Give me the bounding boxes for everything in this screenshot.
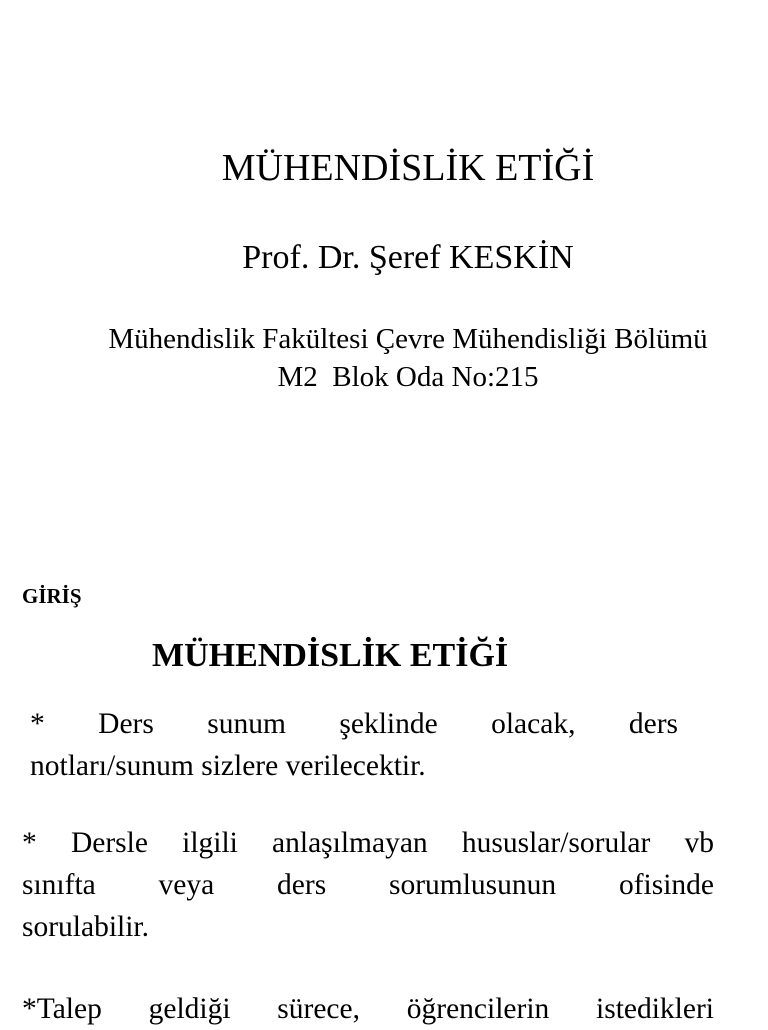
document-title: MÜHENDİSLİK ETİĞİ [221,147,595,189]
paragraph-2-line-1: * Dersle ilgili anlaşılmayan hususlar/sorular vb [22,827,714,859]
paragraph-1 [30,703,678,787]
affiliation-line-1: Mühendislik Fakültesi Çevre Mühendisliği Bölümü [108,323,708,355]
paragraph-3-line-1: *Talep geldiği sürece, öğrencilerin istedikleri [22,993,714,1025]
author-name: Prof. Dr. Şeref KESKİN [242,239,574,276]
paragraph-1-line-2: notları/sunum sizlere verilecektir. [30,750,426,782]
section-label: GİRİŞ [22,584,82,608]
paragraph-2-line-3: sorulabilir. [22,911,150,943]
paragraph-2-line-2: sınıfta veya ders sorumlusunun ofisinde [22,869,714,901]
paragraph-1-line-1: * Ders sunum şeklinde olacak, ders [30,708,678,740]
section-heading: MÜHENDİSLİK ETİĞİ [152,637,509,674]
affiliation [0,320,768,396]
paragraph-2 [22,822,714,948]
affiliation-line-2: M2 Blok Oda No:215 [277,361,539,393]
